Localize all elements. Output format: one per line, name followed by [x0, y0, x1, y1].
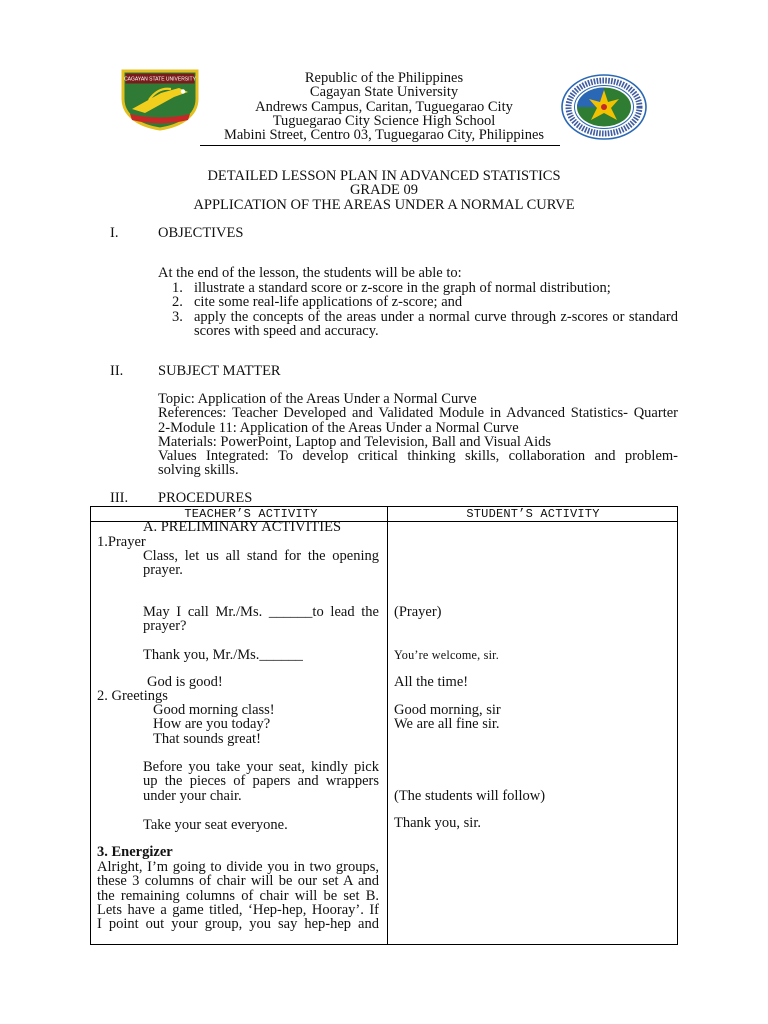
university-line: Cagayan State University: [309, 84, 459, 101]
preliminary-heading: A. PRELIMINARY ACTIVITIES: [143, 519, 342, 535]
section-heading-objectives: OBJECTIVES: [158, 225, 244, 241]
table-column-divider: [387, 506, 388, 945]
teacher-line: prayer.: [143, 562, 183, 579]
country-line: Republic of the Philippines: [304, 70, 464, 86]
teacher-greetings: [153, 703, 275, 746]
values-line: solving skills.: [158, 462, 239, 479]
teacher-prayer-instruction: [143, 549, 379, 578]
teacher-line: How are you today?: [153, 716, 271, 733]
values-line: Values Integrated: To develop critical thinking skills, collaboration and problem-: [158, 449, 678, 464]
title-line: DETAILED LESSON PLAN IN ADVANCED STATISTICS: [207, 168, 561, 184]
lesson-title-line: APPLICATION OF THE AREAS UNDER A NORMAL CURVE: [193, 196, 575, 213]
objective-item: [194, 310, 678, 339]
references-line: 2-Module 11: Application of the Areas Under a Normal Curve: [158, 419, 519, 436]
section-numeral: I.: [110, 225, 119, 241]
institution-header: [0, 71, 768, 142]
objective-line: scores with speed and accuracy.: [194, 322, 379, 339]
list-number: 2.: [172, 294, 183, 311]
references-line: References: Teacher Developed and Validated Module in Advanced Statistics- Quarter: [158, 406, 678, 421]
energizer-instructions: [97, 860, 379, 931]
teacher-line: up the pieces of papers and wrappers: [143, 774, 379, 789]
section-heading-procedures: PROCEDURES: [158, 490, 253, 506]
list-number: 3.: [172, 308, 183, 325]
prayer-label: 1.Prayer: [97, 534, 146, 550]
teacher-line: Lets have a game titled, ‘Hep-hep, Hooray’. If: [97, 902, 379, 918]
objective-item: illustrate a standard score or z-score in the graph of normal distribution;: [194, 280, 611, 296]
student-fine: We are all fine sir.: [394, 716, 500, 733]
campus-line: Andrews Campus, Caritan, Tuguegarao City: [255, 98, 513, 115]
grade-line: GRADE 09: [349, 182, 419, 199]
column-header-student: STUDENT’S ACTIVITY: [466, 507, 600, 521]
objective-line: apply the concepts of the areas under a normal curve through z-scores or standard: [194, 309, 678, 324]
logo-lettering: CAGAYAN STATE UNIVERSITY: [124, 76, 196, 83]
objectives-intro: At the end of the lesson, the students will be able to:: [158, 265, 462, 281]
teacher-line: May I call Mr./Ms. ______to lead the: [143, 605, 379, 620]
teacher-prayer-call: [143, 605, 379, 634]
document-title: [0, 169, 768, 212]
objective-item: cite some real-life applications of z-score; and: [194, 294, 463, 311]
header-rule: [200, 145, 560, 146]
teacher-take-seat: Take your seat everyone.: [143, 817, 288, 833]
subject-matter-body: [158, 392, 678, 478]
student-response: All the time!: [394, 674, 469, 690]
topic-line: Topic: Application of the Areas Under a Normal Curve: [158, 391, 477, 407]
teacher-closing: God is good!: [147, 674, 223, 690]
list-number: 1.: [172, 280, 183, 296]
section-numeral: III.: [110, 490, 129, 506]
teacher-line: these 3 columns of chair will be our set A and: [97, 874, 379, 889]
energizer-label: 3. Energizer: [97, 844, 173, 860]
student-follow: (The students will follow): [394, 787, 546, 804]
teacher-line: Good morning class!: [153, 702, 275, 718]
column-header-teacher: TEACHER’S ACTIVITY: [184, 507, 318, 521]
teacher-line: That sounds great!: [153, 730, 261, 747]
school-line: Tuguegarao City Science High School: [272, 112, 496, 129]
student-thanks: Thank you, sir.: [394, 815, 481, 831]
teacher-seat-instruction: [143, 760, 379, 803]
section-numeral: II.: [110, 363, 124, 379]
student-prayer: (Prayer): [394, 604, 442, 620]
address-line: Mabini Street, Centro 03, Tuguegarao City, Philippines: [223, 127, 545, 144]
teacher-line: the remaining columns of chair will be set B.: [97, 888, 379, 903]
greetings-label: 2. Greetings: [97, 688, 168, 704]
teacher-thanks: Thank you, Mr./Ms.______: [143, 647, 303, 663]
teacher-line: Alright, I’m going to divide you in two groups,: [97, 860, 379, 875]
teacher-line: Class, let us all stand for the opening: [143, 549, 379, 564]
student-welcome: You’re welcome, sir.: [394, 648, 499, 662]
materials-line: Materials: PowerPoint, Laptop and Television, Ball and Visual Aids: [158, 433, 552, 450]
teacher-line: I point out your group, you say hep-hep and: [97, 917, 379, 932]
teacher-line: prayer?: [143, 618, 187, 635]
teacher-line: under your chair.: [143, 787, 242, 804]
student-greeting: Good morning, sir: [394, 702, 501, 718]
section-heading-subject-matter: SUBJECT MATTER: [158, 363, 281, 379]
teacher-line: Before you take your seat, kindly pick: [143, 760, 379, 775]
